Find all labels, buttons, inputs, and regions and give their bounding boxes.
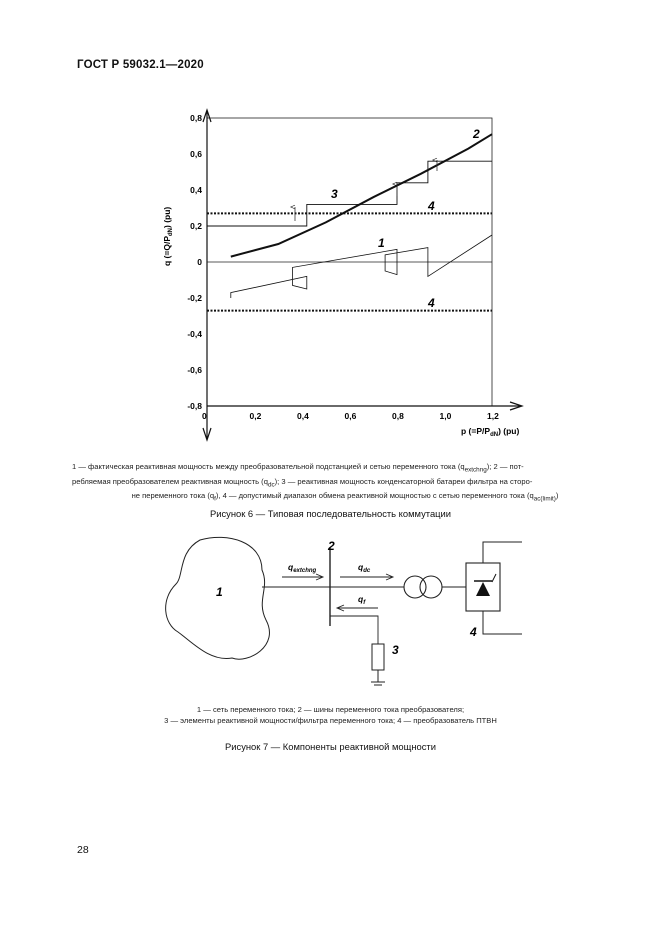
y-tick-label: 0,8 [190, 113, 202, 123]
page-number: 28 [77, 844, 89, 856]
label-filter: 3 [392, 643, 399, 657]
figure7-legend-line1: 1 — сеть переменного тока; 2 — шины переменного тока преобразователя; [196, 705, 465, 714]
x-tick-label: 1,2 [487, 411, 499, 421]
curve-label-3: 3 [331, 187, 338, 201]
label-bus: 2 [328, 539, 335, 553]
curve-label-4-upper: 4 [428, 199, 435, 213]
y-axis-label: q $(=Q/P_{dN})$ (pu) [162, 206, 174, 266]
x-tick-label: 0,8 [392, 411, 404, 421]
figure6-caption: Рисунок 6 — Типовая последовательность коммутации [209, 508, 452, 519]
x-tick-label: 0,6 [344, 411, 357, 421]
figure7-caption: Рисунок 7 — Компоненты реактивной мощности [225, 741, 436, 752]
x-tick-label: 0,4 [297, 411, 309, 421]
x-axis-label: p $(=P/P_{dN})$ (pu) [461, 426, 520, 438]
axis-ticks [187, 113, 499, 421]
figure7-legend-line2: 3 — элементы реактивной мощности/фильтра переменного тока; 4 — преобразователь ПТВН [164, 716, 497, 725]
y-tick-label: -0,2 [187, 293, 202, 303]
dc-pole-negative [483, 611, 522, 634]
curve-label-1: 1 [378, 236, 385, 250]
figure7-diagram [0, 530, 661, 700]
standard-header: ГОСТ Р 59032.1—2020 [77, 59, 204, 71]
label-q-f: $q_f$ [358, 594, 366, 606]
label-q-exchange: $q_{extchng}$ [288, 562, 317, 574]
series-3-line [207, 161, 492, 226]
curve-label-2: 2 [473, 127, 480, 141]
figure6-legend-line3: не переменного тока $(q_f)$, 4 — допустимый диапазон обмена реактивной мощностью с сетью переменного тока $(q_{ac(limit)})$ [131, 491, 559, 503]
label-converter: 4 [470, 625, 477, 639]
y-tick-label: -0,6 [187, 365, 202, 375]
figure7-legend [0, 704, 661, 726]
series-group [207, 134, 492, 310]
series-1-line [231, 235, 492, 298]
figure6-legend-line1: 1 — фактическая реактивная мощность между преобразовательной подстанцией и сетью переменного тока $(q_{extchng})$; 2 — пот- [72, 462, 524, 474]
figure6-legend-line2: ребляемая преобразователем реактивная мощность $(q_{dc})$; 3 — реактивная мощность конденсаторной батареи фильтра на сторо- [72, 476, 533, 489]
filter-element [372, 644, 384, 670]
filter-branch [330, 616, 378, 644]
figure6-chart [0, 100, 661, 460]
x-tick-label: 1,0 [439, 411, 452, 421]
transformer-winding-2 [420, 576, 442, 598]
label-q-dc: $q_{dc}$ [358, 562, 371, 574]
y-tick-label: 0,4 [190, 185, 202, 195]
y-tick-label: -0,4 [187, 329, 202, 339]
curve-label-4-lower: 4 [428, 296, 435, 310]
thyristor-icon [476, 582, 490, 596]
y-tick-label: -0,8 [187, 401, 202, 411]
dc-pole-positive [483, 542, 522, 563]
series-2-line [231, 134, 492, 256]
y-tick-label: 0,6 [190, 149, 202, 159]
figure6-legend [72, 461, 618, 505]
x-tick-label: 0,2 [249, 411, 262, 421]
x-tick-label: 0 [202, 411, 207, 421]
label-ac-grid: 1 [216, 585, 223, 599]
y-tick-label: 0 [197, 257, 202, 267]
y-tick-label: 0,2 [190, 221, 202, 231]
thyristor-gate [492, 574, 496, 582]
